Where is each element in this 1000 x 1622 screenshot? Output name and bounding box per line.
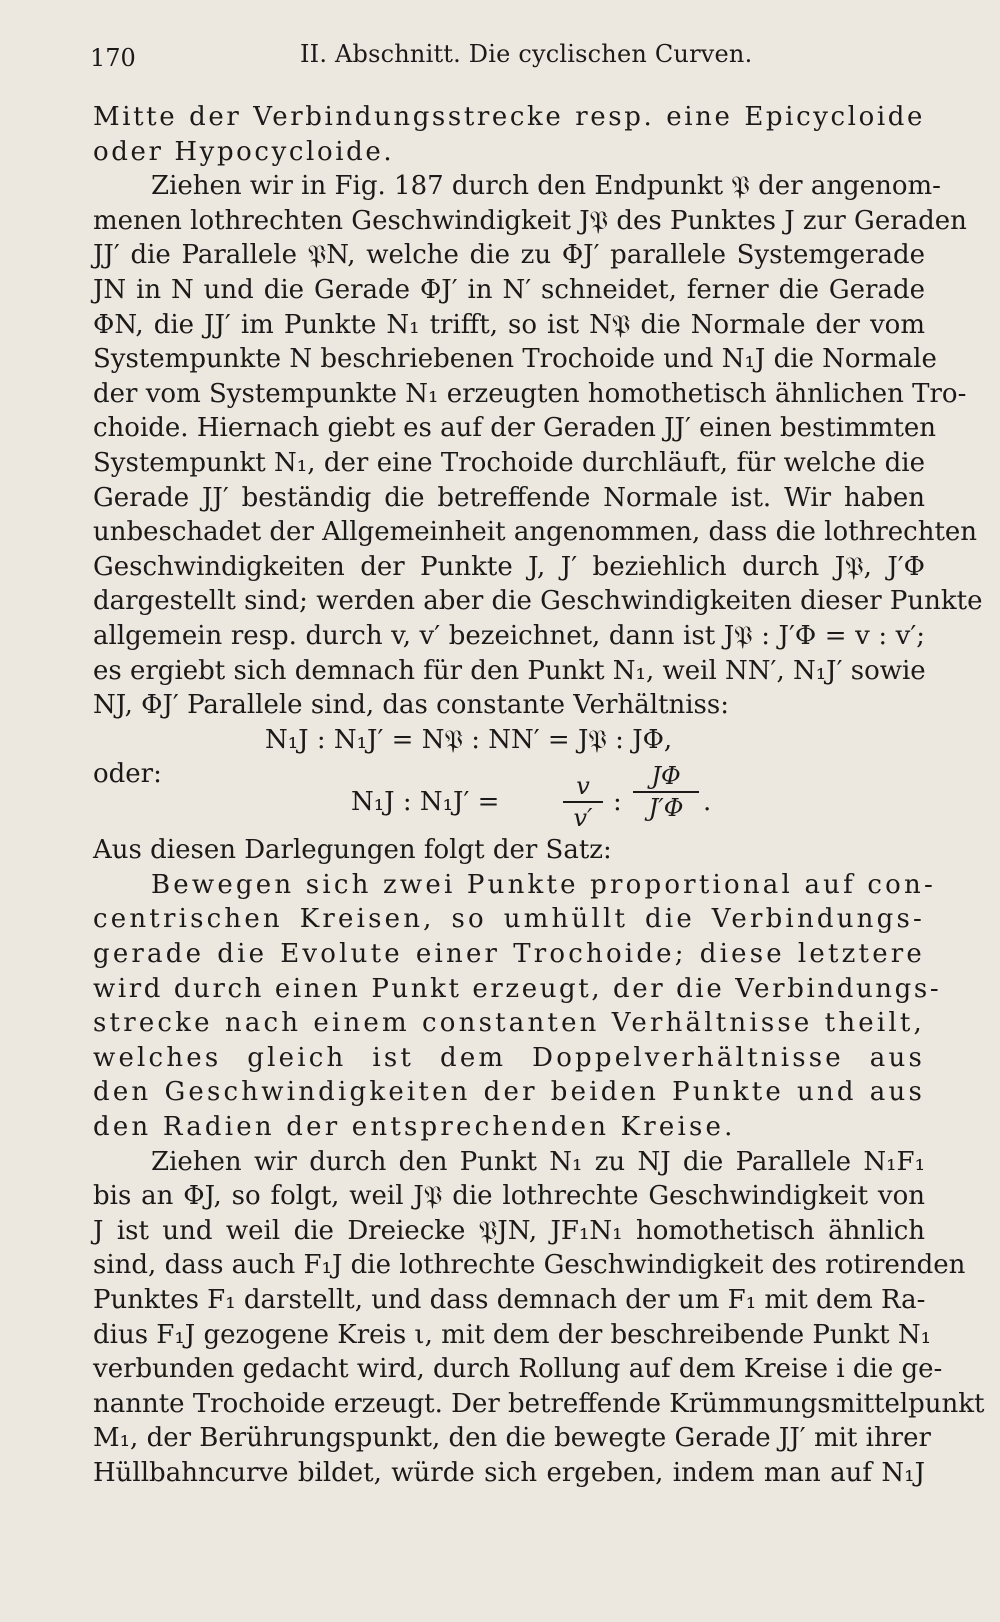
text-line: J ist und weil die Dreiecke 𝔓JN, JF₁N₁ homothetisch ähnlich xyxy=(93,1215,925,1246)
text-line: M₁, der Berührungspunkt, den die bewegte Gerade JJ′ mit ihrer xyxy=(93,1423,931,1454)
text-line: es ergiebt sich demnach für den Punkt N₁, weil NN′, N₁J′ sowie xyxy=(93,655,926,686)
fraction-numerator: v xyxy=(576,772,590,801)
text-line: sind, dass auch F₁J die lothrechte Geschwindigkeit des rotirenden xyxy=(93,1250,966,1281)
text-line: Geschwindigkeiten der Punkte J, J′ beziehlich durch J𝔓, J′Φ xyxy=(93,551,925,582)
text-line: JN in N und die Gerade ΦJ′ in N′ schneidet, ferner die Gerade xyxy=(93,274,925,305)
fraction-denominator: J′Φ xyxy=(648,794,684,823)
formula-colon: : xyxy=(613,787,622,818)
text-line: nannte Trochoide erzeugt. Der betreffende Krümmungsmittelpunkt xyxy=(93,1388,985,1419)
theorem-line: den Radien der entsprechenden Kreise. xyxy=(93,1112,736,1143)
text-line: oder Hypocycloide. xyxy=(93,136,395,167)
text-line: Systempunkte N beschriebenen Trochoide und N₁J die Normale xyxy=(93,344,937,375)
fraction-denominator: v′ xyxy=(573,804,593,833)
text-line: bis an ΦJ, so folgt, weil J𝔓 die lothrechte Geschwindigkeit von xyxy=(93,1181,925,1212)
text-line: Aus diesen Darlegungen folgt der Satz: xyxy=(93,835,612,866)
theorem-line: gerade die Evolute einer Trochoide; diese letztere xyxy=(93,939,925,970)
text-line: Punktes F₁ darstellt, und dass demnach der um F₁ mit dem Ra- xyxy=(93,1285,926,1315)
text-line: Hüllbahncurve bildet, würde sich ergeben, indem man auf N₁J xyxy=(93,1457,925,1488)
running-head: II. Abschnitt. Die cyclischen Curven. xyxy=(300,40,753,68)
formula-period: . xyxy=(703,787,712,818)
text-line: ΦN, die JJ′ im Punkte N₁ trifft, so ist N𝔓 die Normale der vom xyxy=(93,309,925,340)
formula-lhs: N₁J : N₁J′ = xyxy=(351,787,500,818)
text-line: dius F₁J gezogene Kreis ι, mit dem der beschreibende Punkt N₁ xyxy=(93,1319,932,1350)
theorem-line: den Geschwindigkeiten der beiden Punkte und aus xyxy=(93,1077,925,1108)
formula-fraction-row xyxy=(93,757,925,833)
text-line: der vom Systempunkte N₁ erzeugten homothetisch ähnlichen Tro- xyxy=(93,378,967,409)
text-line: choide. Hiernach giebt es auf der Geraden JJ′ einen bestimmten xyxy=(93,413,937,444)
body-text xyxy=(93,100,985,1491)
fraction-v xyxy=(563,771,603,833)
theorem-line: centrischen Kreisen, so umhüllt die Verbindungs- xyxy=(93,904,925,935)
theorem-line: wird durch einen Punkt erzeugt, der die Verbindungs- xyxy=(93,973,942,1004)
fraction-numerator: JΦ xyxy=(651,762,681,791)
text-line: menen lothrechten Geschwindigkeit J𝔓 des Punktes J zur Geraden xyxy=(93,205,967,236)
text-line: Systempunkt N₁, der eine Trochoide durchläuft, für welche die xyxy=(93,447,925,478)
theorem-line: welches gleich ist dem Doppelverhältnisse aus xyxy=(93,1042,925,1073)
fraction-jphi xyxy=(633,761,699,823)
page-number: 170 xyxy=(90,44,136,72)
text-line: Ziehen wir durch den Punkt N₁ zu NJ die Parallele N₁F₁ xyxy=(151,1146,925,1177)
text-line: Mitte der Verbindungsstrecke resp. eine Epicycloide xyxy=(93,102,925,132)
text-line: dargestellt sind; werden aber die Geschwindigkeiten dieser Punkte xyxy=(93,586,983,617)
page-header xyxy=(90,40,930,80)
text-line: verbunden gedacht wird, durch Rollung auf dem Kreise i die ge- xyxy=(93,1354,943,1385)
text-line: Gerade JJ′ beständig die betreffende Normale ist. Wir haben xyxy=(93,482,925,513)
theorem-line: Bewegen sich zwei Punkte proportional auf con- xyxy=(151,869,936,900)
text-line: JJ′ die Parallele 𝔓N, welche die zu ΦJ′ parallele Systemgerade xyxy=(93,240,925,271)
text-line: NJ, ΦJ′ Parallele sind, das constante Verhältniss: xyxy=(93,690,729,721)
text-line: unbeschadet der Allgemeinheit angenommen, dass die lothrechten xyxy=(93,517,978,548)
text-line: allgemein resp. durch v, v′ bezeichnet, dann ist J𝔓 : J′Φ = v : v′; xyxy=(93,620,925,651)
theorem-line: strecke nach einem constanten Verhältnisse theilt, xyxy=(93,1008,925,1039)
oder-label: oder: xyxy=(93,759,162,790)
text-line: Ziehen wir in Fig. 187 durch den Endpunkt 𝔓 der angenom- xyxy=(151,171,941,202)
formula-proportion: N₁J : N₁J′ = N𝔓 : NN′ = J𝔓 : JΦ, xyxy=(265,724,673,755)
